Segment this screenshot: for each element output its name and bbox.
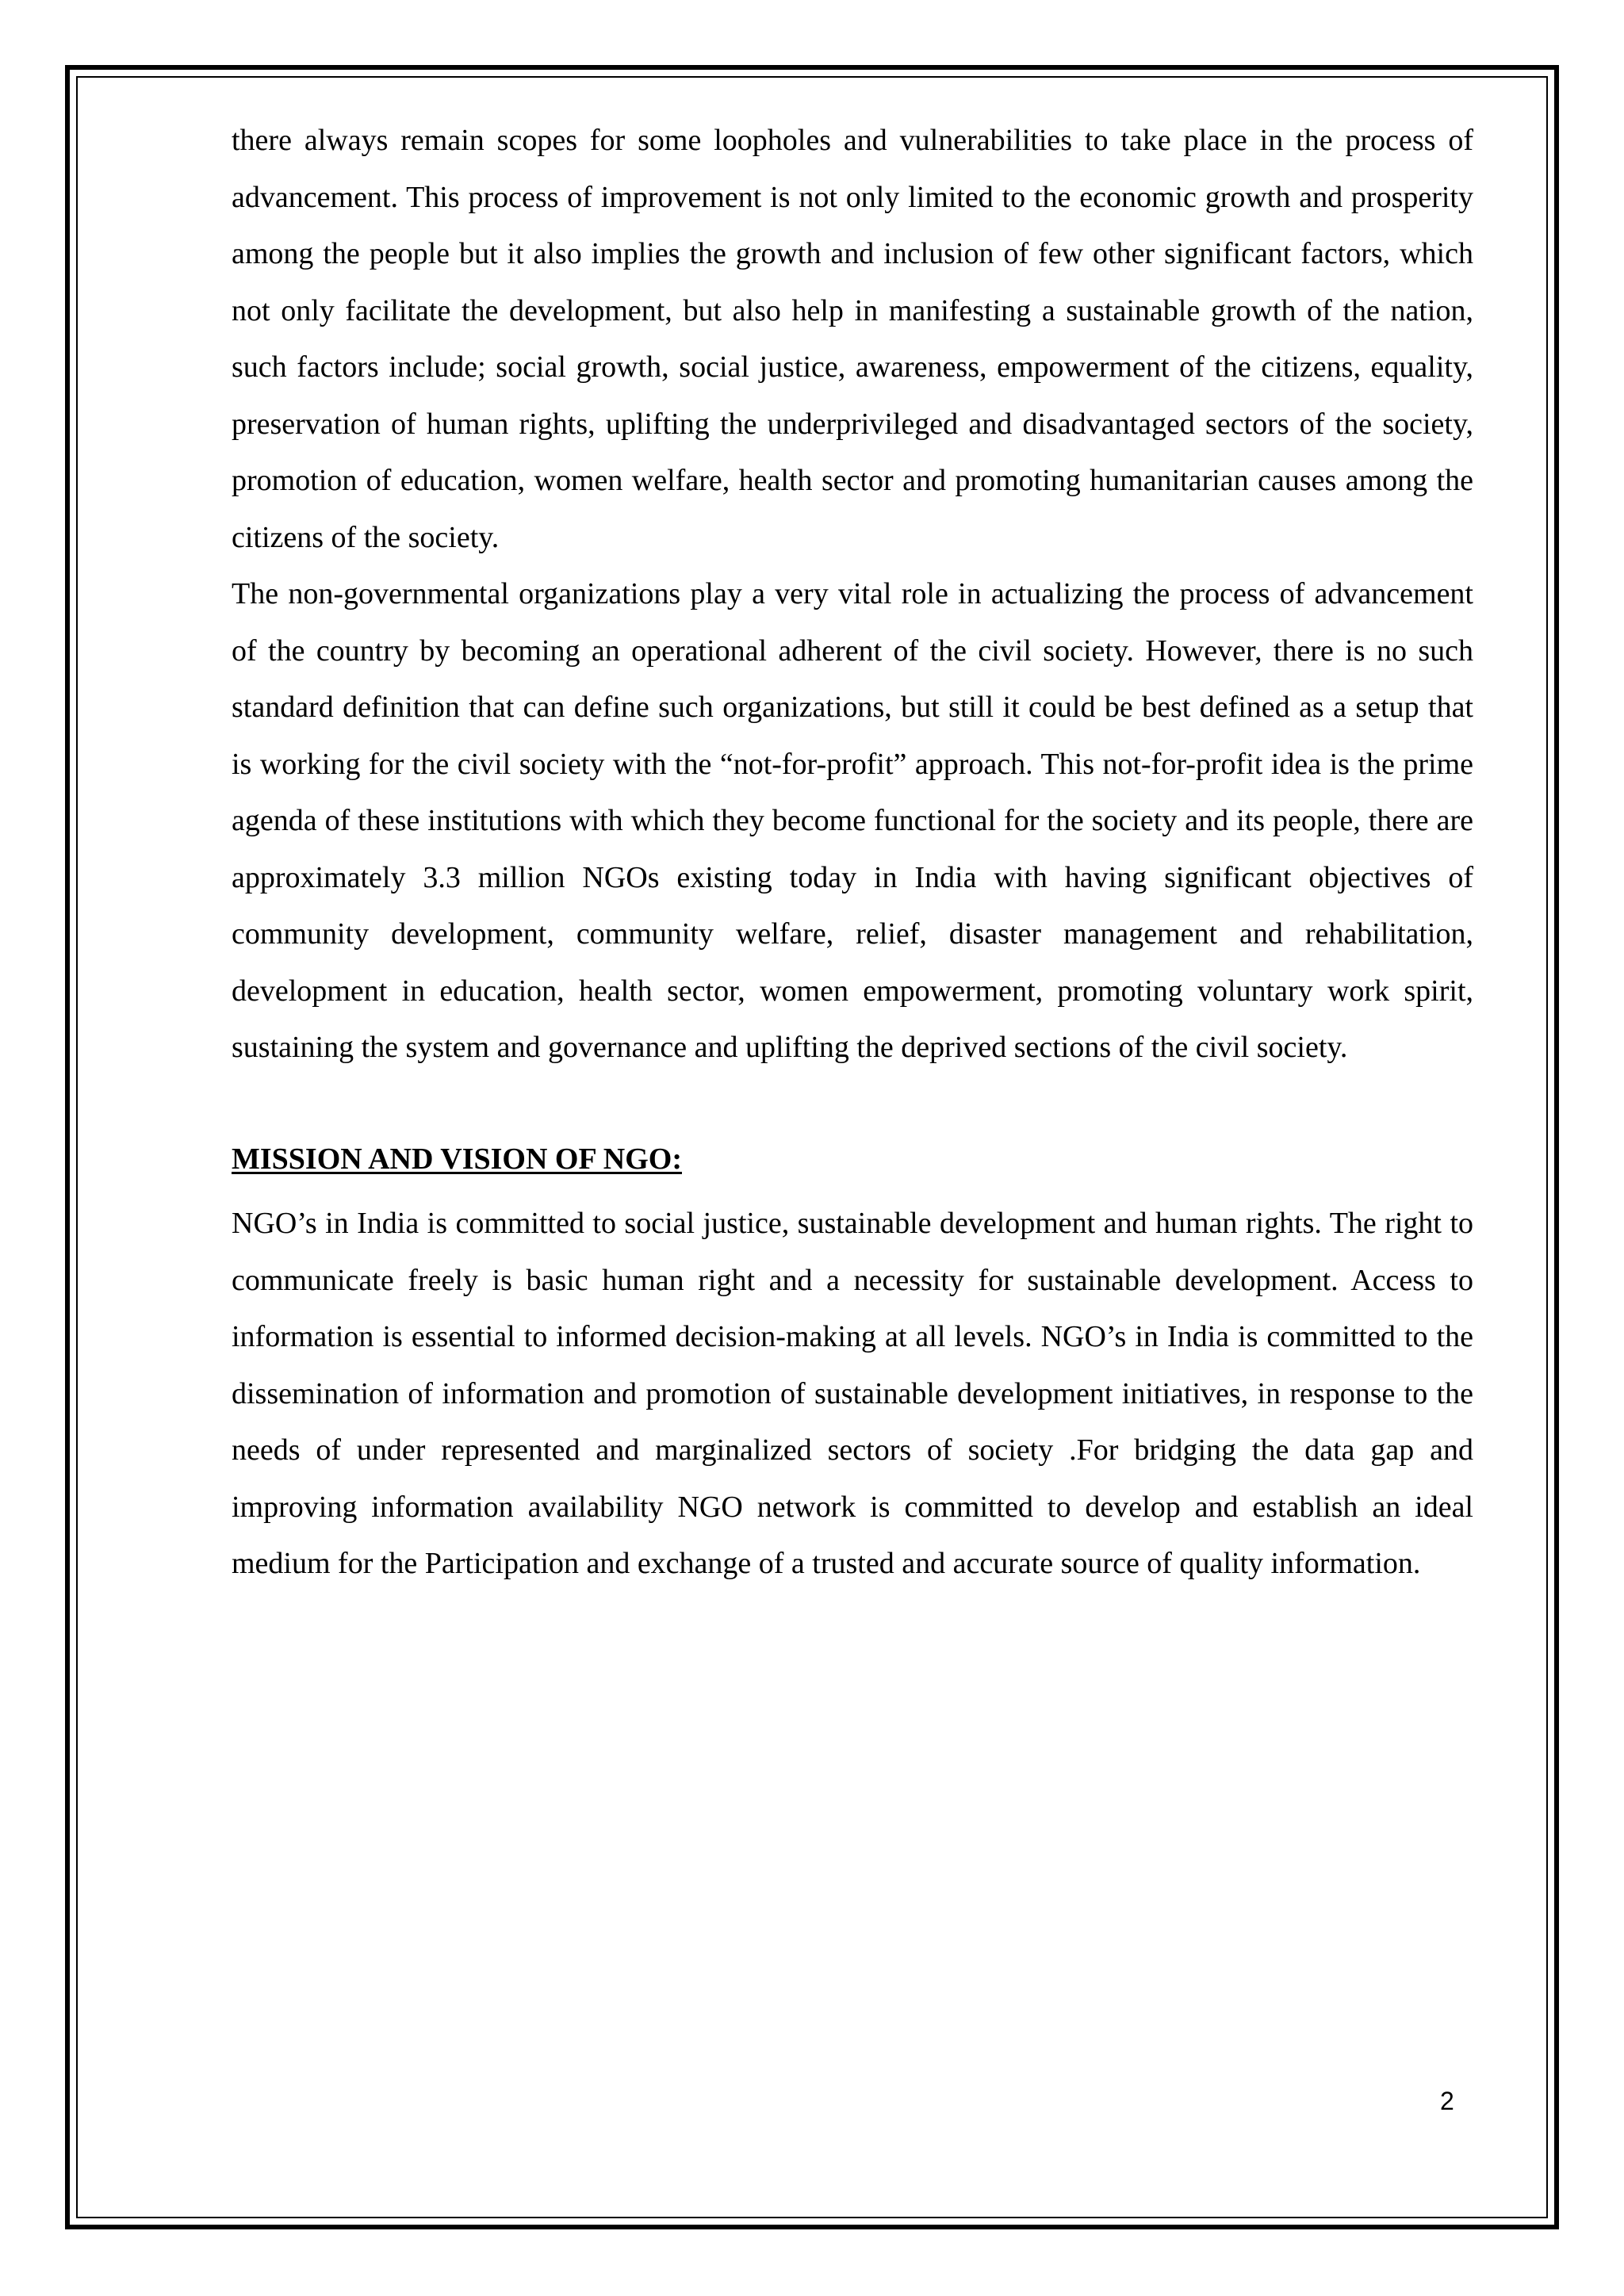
section-heading: MISSION AND VISION OF NGO: [232, 1142, 682, 1176]
page-content [232, 113, 1473, 1593]
page-number: 2 [1440, 2087, 1454, 2115]
paragraph-ngo-role: The non-governmental organizations play a very vital role in actualizing the process of advancement of the country by becoming an operational adherent of the civil society. However, there is no such standard definition that can define such organizations, but still it could be best defined as a setup that is working for the civil society with the “not-for-profit” approach. This not-for-profit idea is the prime agenda of these institutions with which they become functional for the society and its people, there are approximately 3.3 million NGOs existing today in India with having significant objectives of community development, community welfare, relief, disaster management and rehabilitation, development in education, health sector, women empowerment, promoting voluntary work spirit, sustaining the system and governance and uplifting the deprived sections of the civil society. [232, 577, 1473, 1064]
paragraph-intro: there always remain scopes for some loopholes and vulnerabilities to take place in the process of advancement. This process of improvement is not only limited to the economic growth and prosperity among the people but it also implies the growth and inclusion of few other significant factors, which not only facilitate the development, but also help in manifesting a sustainable growth of the nation, such factors include; social growth, social justice, awareness, empowerment of the citizens, equality, preservation of human rights, uplifting the underprivileged and disadvantaged sectors of the society, promotion of education, women welfare, health sector and promoting humanitarian causes among the citizens of the society. [232, 124, 1473, 554]
section-body: NGO’s in India is committed to social justice, sustainable development and human rights. The right to communicate freely is basic human right and a necessity for sustainable development. Access to information is essential to informed decision-making at all levels. NGO’s in India is committed to the dissemination of information and promotion of sustainable development initiatives, in response to the needs of under represented and marginalized sectors of society .For bridging the data gap and improving information availability NGO network is committed to develop and establish an ideal medium for the Participation and exchange of a trusted and accurate source of quality information. [232, 1207, 1473, 1580]
